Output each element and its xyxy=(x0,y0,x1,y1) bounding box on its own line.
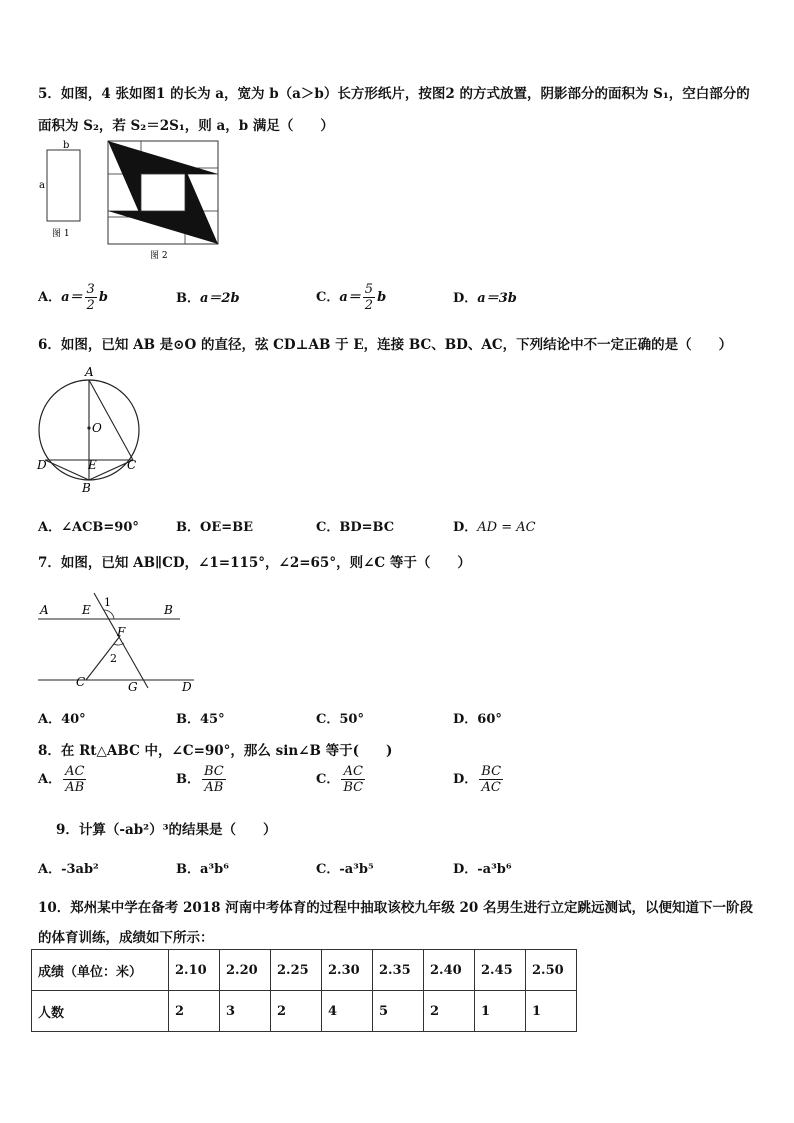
label-c: C xyxy=(76,675,86,689)
label-o: O xyxy=(92,421,102,435)
center-dot xyxy=(87,426,90,429)
q5-option-a[interactable]: A．a＝ $\frac{3}{2}$ b xyxy=(38,282,108,313)
q5-option-d[interactable]: D．a＝3b xyxy=(453,291,517,306)
label-d: D xyxy=(182,680,192,694)
label-angle-2: 2 xyxy=(110,652,117,665)
table-cell: 5 xyxy=(373,991,424,1032)
q9-option-d[interactable]: D．-a³b⁶ xyxy=(453,862,512,877)
arc-equation: AD = AC xyxy=(477,520,536,535)
label-a: A xyxy=(85,365,94,379)
table-cell: 2.40 xyxy=(424,950,475,991)
q8-option-b[interactable]: B． $\frac{BC}{AB}$ xyxy=(176,764,224,795)
q7-option-a[interactable]: A．40° xyxy=(38,712,86,727)
q9-option-c[interactable]: C．-a³b⁵ xyxy=(316,862,374,877)
table-cell: 2.50 xyxy=(526,950,577,991)
q5-stem-line2: 面积为 S₂，若 S₂＝2S₁，则 a，b 满足（ ） xyxy=(38,118,334,134)
table-cell: 2.35 xyxy=(373,950,424,991)
q5-stem-line1: 5．如图，4 张如图1 的长为 a，宽为 b（a＞b）长方形纸片，按图2 的方式放置，阴影部分的面积为 S₁，空白部分的 xyxy=(38,86,750,102)
label-d: D xyxy=(37,458,47,472)
q9-option-b[interactable]: B．a³b⁶ xyxy=(176,862,229,877)
table-cell: 1 xyxy=(475,991,526,1032)
fig1-b-label: b xyxy=(63,140,70,151)
label-b: B xyxy=(164,603,173,617)
q10-stem-line2: 的体育训练，成绩如下所示： xyxy=(38,930,214,946)
q9-stem: 9．计算（-ab²）³的结果是（ ） xyxy=(56,822,277,838)
label-g: G xyxy=(128,680,138,694)
table-cell: 2.10 xyxy=(169,950,220,991)
q6-option-b[interactable]: B．OE=BE xyxy=(176,520,254,535)
table-cell: 2.45 xyxy=(475,950,526,991)
q6-option-d[interactable]: D．AD = AC xyxy=(453,520,536,535)
fig2-caption: 图 2 xyxy=(150,251,168,261)
label-e: E xyxy=(88,458,97,472)
q9-option-a[interactable]: A．-3ab² xyxy=(38,862,99,877)
q6-stem: 6．如图，已知 AB 是⊙O 的直径，弦 CD⊥AB 于 E，连接 BC、BD、AC，下列结论中不一定正确的是（ ） xyxy=(38,337,733,353)
transversal xyxy=(94,593,148,688)
q5-option-c-fraction: $\frac{5}{2}$ xyxy=(364,282,374,313)
label-c: C xyxy=(127,458,137,472)
fig2-center-square xyxy=(141,174,185,211)
q7-stem: 7．如图，已知 AB∥CD，∠1=115°，∠2=65°，则∠C 等于（ ） xyxy=(38,555,471,571)
table-cell: 2.20 xyxy=(220,950,271,991)
angle-1-arc xyxy=(104,610,114,619)
q6-option-a[interactable]: A．∠ACB=90° xyxy=(38,520,139,535)
q5-figure-2 xyxy=(104,138,224,262)
fig1-a-label: a xyxy=(39,180,45,191)
scores-table xyxy=(31,949,577,1032)
q8-option-d[interactable]: D． $\frac{BC}{AC}$ xyxy=(453,764,502,795)
table-cell: 2 xyxy=(424,991,475,1032)
table-row-counts xyxy=(32,991,577,1032)
q5-option-b[interactable]: B．a＝2b xyxy=(176,291,240,306)
label-f: F xyxy=(117,625,126,639)
q8-option-c[interactable]: C． $\frac{AC}{BC}$ xyxy=(316,764,364,795)
q5-option-c[interactable]: C．a＝ $\frac{5}{2}$ b xyxy=(316,282,387,313)
q6-circle-figure xyxy=(32,362,147,497)
q6-option-c[interactable]: C．BD=BC xyxy=(316,520,395,535)
q7-parallel-lines-figure xyxy=(34,588,204,696)
table-cell: 4 xyxy=(322,991,373,1032)
label-e: E xyxy=(82,603,91,617)
table-header-count: 人数 xyxy=(32,991,169,1032)
segment-ac xyxy=(89,380,133,460)
q8-stem: 8．在 Rt△ABC 中，∠C=90°，那么 sin∠B 等于( ) xyxy=(38,743,393,759)
q7-option-d[interactable]: D．60° xyxy=(453,712,502,727)
table-header-score: 成绩（单位：米） xyxy=(32,950,169,991)
q8-option-a[interactable]: A． $\frac{AC}{AB}$ xyxy=(38,764,85,795)
table-cell: 2.25 xyxy=(271,950,322,991)
fig1-rectangle xyxy=(47,150,80,221)
table-row-scores xyxy=(32,950,577,991)
label-b: B xyxy=(82,481,91,495)
table-cell: 2 xyxy=(271,991,322,1032)
q5-option-a-fraction: $\frac{3}{2}$ xyxy=(86,282,95,313)
q7-option-c[interactable]: C．50° xyxy=(316,712,364,727)
table-cell: 1 xyxy=(526,991,577,1032)
table-cell: 2.30 xyxy=(322,950,373,991)
table-cell: 2 xyxy=(169,991,220,1032)
q7-option-b[interactable]: B．45° xyxy=(176,712,225,727)
q10-stem-line1: 10．郑州某中学在备考 2018 河南中考体育的过程中抽取该校九年级 20 名男生进行立定跳远测试，以便知道下一阶段 xyxy=(38,900,753,916)
label-angle-1: 1 xyxy=(104,596,111,609)
segment-bd xyxy=(45,460,89,480)
table-cell: 3 xyxy=(220,991,271,1032)
fig1-caption: 图 1 xyxy=(52,229,70,239)
label-a: A xyxy=(40,603,49,617)
